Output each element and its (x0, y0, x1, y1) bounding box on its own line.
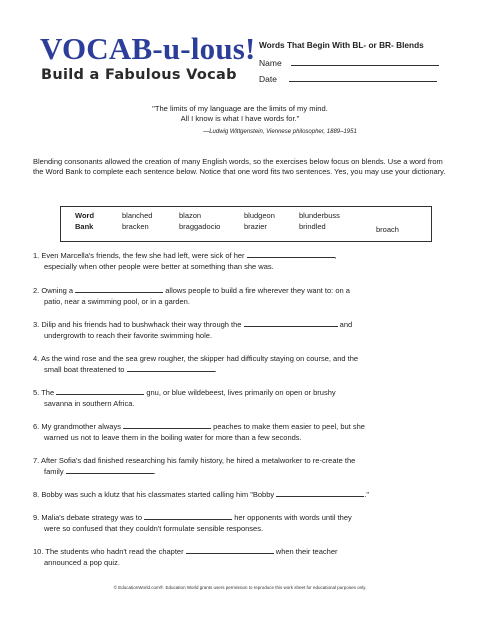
question-text: when their teacher (275, 547, 338, 556)
answer-blank[interactable] (123, 421, 211, 429)
question-1 (33, 250, 453, 272)
question-4 (33, 353, 453, 375)
question-text: . (214, 365, 217, 375)
question-text: After Sofia's dad finished researching his family history, he hired a metalworker to re-create the (40, 456, 356, 465)
name-line[interactable] (291, 57, 439, 66)
word-broach: broach (376, 225, 399, 234)
question-text: allows people to build a fire wherever they want to: on a (165, 286, 350, 295)
question-9 (33, 512, 453, 534)
question-text: undergrowth to reach their favorite swimming hole. (44, 331, 212, 341)
quote-line-2: All I know is what I have words for." (180, 114, 300, 123)
question-number: 5. (33, 388, 40, 397)
quote-line-1: "The limits of my language are the limits of my mind. (152, 104, 328, 113)
question-number: 8. (33, 490, 40, 499)
question-text: My grandmother always (41, 422, 121, 431)
question-number: 7. (33, 456, 40, 465)
question-text: her opponents with words until they (234, 513, 352, 522)
answer-blank[interactable] (144, 512, 232, 520)
question-3 (33, 319, 453, 341)
question-text: Bobby was such a klutz that his classmates started calling him "Bobby (41, 490, 275, 499)
question-text: patio, near a swimming pool, or in a garden. (44, 297, 190, 307)
word-blanched: blanched (122, 211, 153, 220)
date-line[interactable] (289, 73, 437, 82)
question-text: and (339, 320, 353, 329)
worksheet-title: Words That Begin With BL- or BR- Blends (259, 40, 424, 50)
question-number: 4. (33, 354, 40, 363)
question-text: peaches to make them easier to peel, but she (213, 422, 365, 431)
word-blazon: blazon (179, 211, 202, 220)
logo-subtitle: Build a Fabulous Vocab (41, 67, 237, 83)
question-text: As the wind rose and the sea grew rougher, the skipper had difficulty staying on course, and the (40, 354, 359, 363)
question-5 (33, 387, 453, 409)
date-field[interactable] (259, 73, 437, 84)
question-number: 9. (33, 513, 40, 522)
word-bracken: bracken (122, 222, 149, 231)
answer-blank[interactable] (127, 364, 217, 375)
word-bludgeon: bludgeon (244, 211, 275, 220)
name-field[interactable] (259, 57, 439, 68)
question-text: warned us not to leave them in the boiling water for more than a few seconds. (44, 433, 302, 443)
question-6 (33, 421, 453, 443)
question-text: Owning a (41, 286, 74, 295)
answer-blank[interactable] (186, 546, 274, 554)
question-text: The (41, 388, 55, 397)
date-label: Date (259, 74, 277, 84)
question-7 (33, 455, 453, 477)
word-brazier: brazier (244, 222, 267, 231)
answer-blank[interactable] (75, 285, 163, 293)
answer-blank[interactable] (56, 387, 144, 395)
word-bank-label-1: Word (75, 211, 95, 220)
word-bank-label-2: Bank (75, 222, 94, 231)
logo-title: VOCAB-u-lous! (40, 31, 256, 66)
question-text: savanna in southern Africa. (44, 399, 135, 409)
word-blunderbuss: blunderbuss (299, 211, 340, 220)
question-text: family (44, 467, 64, 477)
answer-blank[interactable] (244, 319, 338, 327)
question-text: ." (364, 490, 369, 499)
instructions: Blending consonants allowed the creation of many English words, so the exercises below focus on blends. Use a word from the Word Bank to complete each sentence below. Notice that one word fits two sentences. Yes, you may use your dictionary. (33, 157, 446, 177)
question-number: 3. (33, 320, 40, 329)
question-text: announced a pop quiz. (44, 558, 120, 568)
question-8 (33, 489, 453, 500)
quote-attribution: —Ludwig Wittgenstein, Viennese philosopher, 1889–1951 (203, 129, 357, 135)
question-text: The students who hadn't read the chapter (45, 547, 184, 556)
word-bank (60, 206, 432, 242)
question-text: Even Marcella's friends, the few she had left, were sick of her (41, 251, 245, 260)
word-braggadocio: braggadocio (179, 222, 221, 231)
question-text: were so confused that they couldn't formulate sensible responses. (44, 524, 264, 534)
answer-blank[interactable] (276, 489, 364, 497)
question-text: . (153, 467, 156, 477)
copyright-footer: © EducationWorld.com®. Education World grants users permission to reproduce this work sheet for educational purposes only. (113, 585, 367, 590)
name-label: Name (259, 58, 282, 68)
question-text: Malia's debate strategy was to (41, 513, 143, 522)
question-text: especially when other people were better at something than she was. (44, 262, 274, 272)
word-brindled: brindled (299, 222, 326, 231)
question-number: 6. (33, 422, 40, 431)
question-number: 10. (33, 547, 44, 556)
question-text: small boat threatened to (44, 365, 125, 375)
question-2 (33, 285, 453, 307)
question-number: 2. (33, 286, 40, 295)
question-10 (33, 546, 453, 568)
question-text: Dilip and his friends had to bushwhack their way through the (41, 320, 242, 329)
question-number: 1. (33, 251, 40, 260)
question-text: , (334, 251, 337, 260)
answer-blank[interactable] (247, 250, 335, 258)
question-text: gnu, or blue wildebeest, lives primarily on open or brushy (146, 388, 336, 397)
answer-blank[interactable] (66, 466, 156, 477)
